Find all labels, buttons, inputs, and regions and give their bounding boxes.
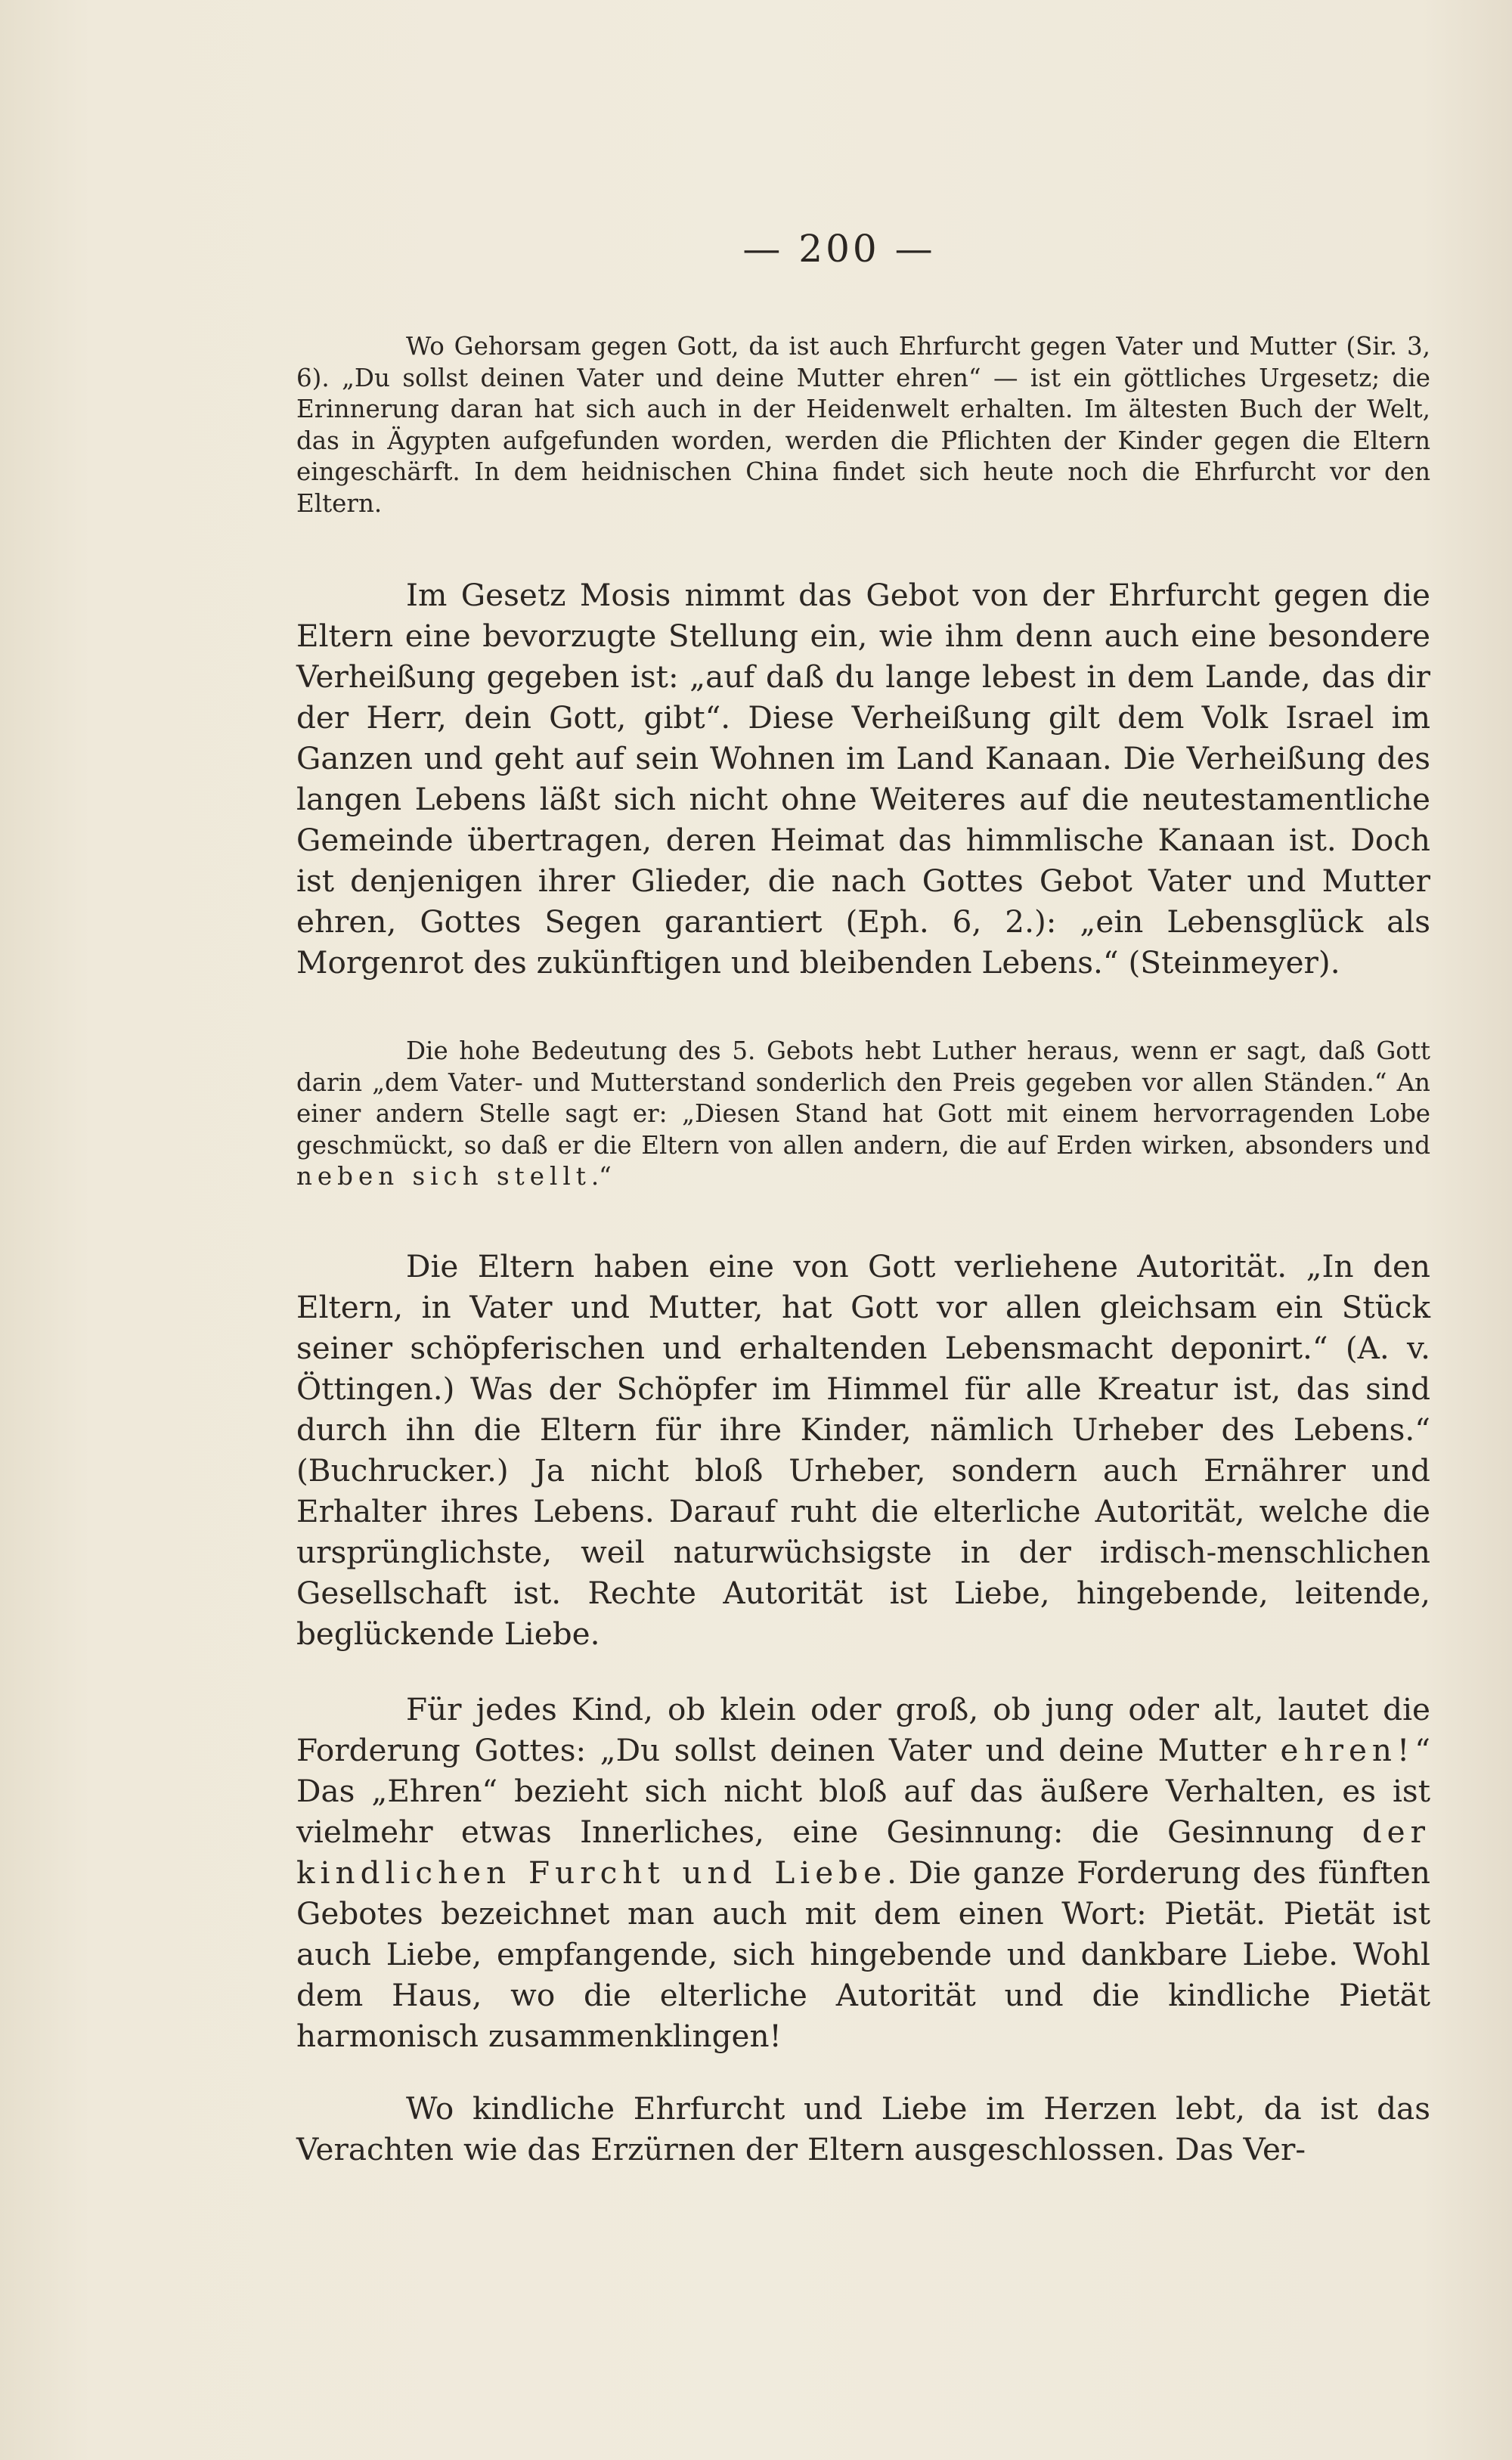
text-run: Für jedes Kind, ob klein oder groß, ob jung oder alt, lautet die Forderung Gottes: „Du sollst deinen Vater und deine Mutter	[296, 1691, 1430, 1768]
paragraph-text	[296, 1689, 1430, 2056]
paragraph-text	[296, 1036, 1430, 1193]
paragraph-large-4	[296, 2088, 1430, 2170]
paragraph-small-1	[296, 331, 1430, 519]
paragraph-text: Wo Gehorsam gegen Gott, da ist auch Ehrfurcht gegen Vater und Mutter (Sir. 3, 6). „Du sollst deinen Vater und deine Mutter ehren“ — ist ein göttliches Urgesetz; die Erinnerung daran hat sich auch in der Heidenwelt erhalten. Im ältesten Buch der Welt, das in Ägypten aufgefunden worden, werden die Pflichten der Kinder gegen die Eltern eingeschärft. In dem heidnischen China findet sich heute noch die Ehrfurcht vor den Eltern.	[296, 332, 1430, 518]
text-run: .“	[590, 1162, 612, 1191]
paragraph-text: Wo kindliche Ehrfurcht und Liebe im Herzen lebt, da ist das Verachten wie das Erzürnen der Eltern ausgeschlossen. Das Ver-	[296, 2090, 1430, 2167]
emphasized-text: neben sich stellt	[296, 1162, 591, 1191]
paragraph-text: Die Eltern haben eine von Gott verliehene Autorität. „In den Eltern, in Vater und Mutter, hat Gott vor allen gleichsam ein Stück seiner schöpferischen und erhaltenden Lebensmacht deponirt.“ (A. v. Öttingen.) Was der Schöpfer im Himmel für alle Kreatur ist, das sind durch ihn die Eltern für ihre Kinder, nämlich Urheber des Lebens.“ (Buchrucker.) Ja nicht bloß Urheber, sondern auch Ernährer und Erhalter ihres Lebens. Darauf ruht die elterliche Autorität, welche die ursprünglichste, weil naturwüchsigste in der irdisch-menschlichen Gesellschaft ist. Rechte Autorität ist Liebe, hingebende, leitende, beglückende Liebe.	[296, 1248, 1430, 1652]
paragraph-large-2	[296, 1246, 1430, 1654]
emphasized-text: ehren!	[1280, 1732, 1415, 1768]
paragraph-text: Im Gesetz Mosis nimmt das Gebot von der Ehrfurcht gegen die Eltern eine bevorzugte Stellung ein, wie ihm denn auch eine besondere Verheißung gegeben ist: „auf daß du lange lebest in dem Lande, das dir der Herr, dein Gott, gibt“. Diese Verheißung gilt dem Volk Israel im Ganzen und geht auf sein Wohnen im Land Kanaan. Die Verheißung des langen Lebens läßt sich nicht ohne Weiteres auf die neutestamentliche Gemeinde übertragen, deren Heimat das himmlische Kanaan ist. Doch ist denjenigen ihrer Glieder, die nach Gottes Gebot Vater und Mutter ehren, Gottes Segen garantiert (Eph. 6, 2.): „ein Lebensglück als Morgenrot des zukünftigen und bleibenden Lebens.“ (Steinmeyer).	[296, 577, 1430, 981]
paragraph-small-2	[296, 1036, 1430, 1193]
emphasized-text: der kindlichen Furcht und Liebe	[296, 1814, 1430, 1891]
paragraph-large-3	[296, 1689, 1430, 2056]
text-run: Die hohe Bedeutung des 5. Gebots hebt Luther heraus, wenn er sagt, daß Gott darin „dem Vater- und Mutterstand sonderlich den Preis gegeben vor allen Ständen.“ An einer andern Stelle sagt er: „Diesen Stand hat Gott mit einem hervorragenden Lobe geschmückt, so daß er die Eltern von allen andern, die auf Erden wirken, absonders und	[296, 1036, 1430, 1160]
text-run: “ Das „Ehren“ bezieht sich nicht bloß auf das äußere Verhalten, es ist vielmehr etwas Innerliches, eine Gesinnung: die Gesinnung	[296, 1732, 1430, 1850]
paragraph-large-1	[296, 575, 1430, 983]
page-number: — 200 —	[742, 227, 936, 271]
text-run: . Die ganze Forderung des fünften Gebotes bezeichnet man auch mit dem einen Wort: Pietät. Pietät ist auch Liebe, empfangende, sich hingebende und dankbare Liebe. Wohl dem Haus, wo die elterliche Autorität und die kindliche Pietät harmonisch zusammenklingen!	[296, 1854, 1430, 2054]
